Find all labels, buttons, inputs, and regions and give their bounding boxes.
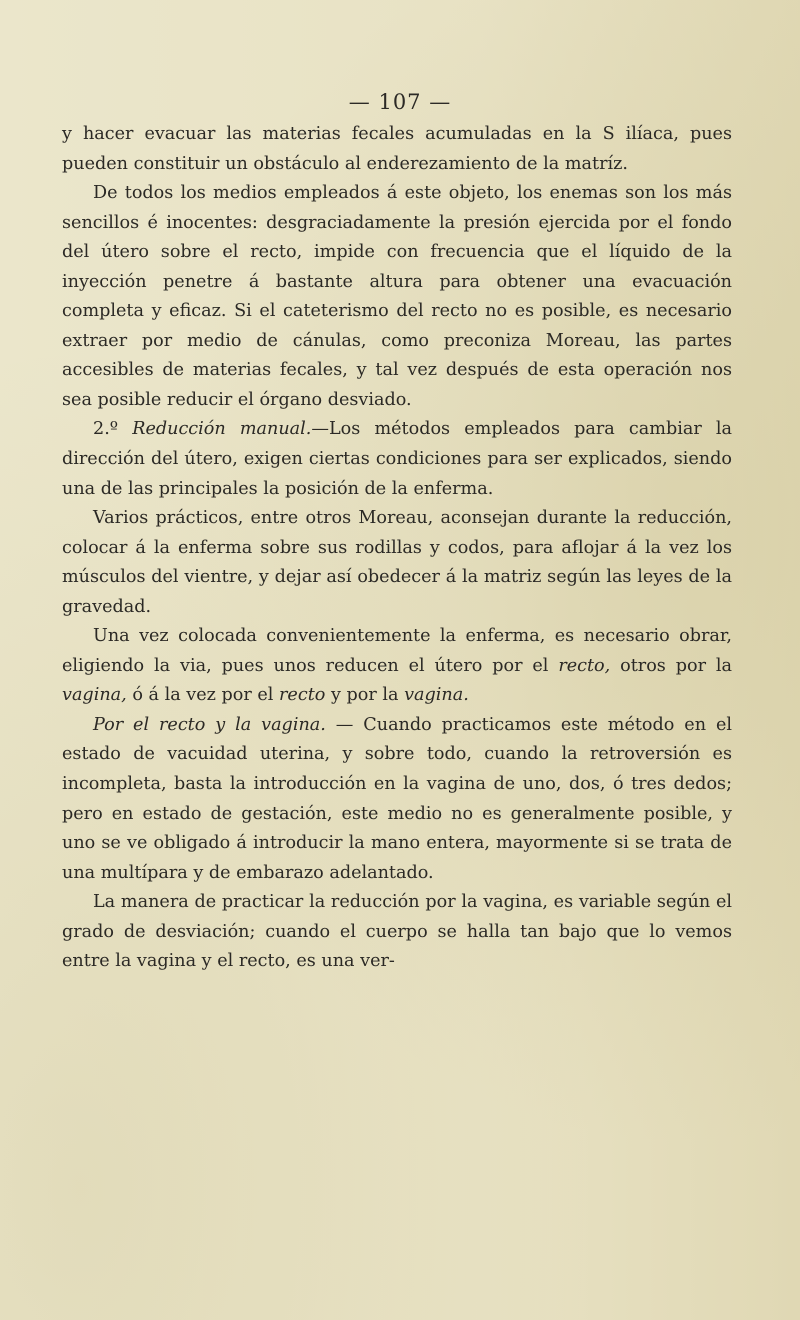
- paragraph-3: [62, 415, 732, 504]
- term-vagina: vagina,: [62, 685, 127, 706]
- paragraph-2: De todos los medios empleados á este objeto, los enemas son los más sencillos é inocentes: desgraciadamente la presión ejercida por el fondo del útero sobre el recto, impide con frecuencia que el líquido de la inyección penetre á bastante altura para obtener una evacuación completa y eficaz. Si el cateterismo del recto no es posible, es necesario extraer por medio de cánulas, como preconiza Moreau, las partes accesibles de materias fecales, y tal vez después de esta operación nos sea posible reducir el órgano desviado.: [62, 183, 732, 410]
- paragraph-1: y hacer evacuar las materias fecales acumuladas en la S ilíaca, pues pueden constituir un obstáculo al enderezamiento de la matríz.: [62, 124, 732, 174]
- paragraph-5-text-b: otros por la: [610, 655, 732, 676]
- section-heading-reduccion-manual: Reducción manual.: [132, 419, 312, 440]
- paragraph-6-text: — Cuando practicamos este método en el estado de vacuidad uterina, y sobre todo, cuando la retroversión es incompleta, basta la introducción en la vagina de uno, dos, ó tres dedos; pero en estado de gestación, este medio no es generalmente posible, y uno se ve obligado á introducir la mano entera, mayormente si se trata de una multípara y de embarazo adelantado.: [62, 714, 732, 883]
- section-number: 2.º: [93, 419, 119, 440]
- paragraph-5: [62, 622, 732, 711]
- paragraph-5-text-a: Una vez colocada convenientemente la enferma, es necesario obrar, eligiendo la via, pues unos reducen el útero por el: [62, 626, 732, 676]
- term-vagina-2: vagina.: [404, 685, 469, 706]
- body-text: [62, 120, 732, 977]
- term-recto: recto,: [558, 655, 611, 676]
- paragraph-6: [62, 711, 732, 888]
- page-number: — 107 —: [348, 90, 452, 114]
- paragraph-5-text-d: y por la: [325, 685, 405, 706]
- paragraph-4: Varios prácticos, entre otros Moreau, aconsejan durante la reducción, colocar á la enferma sobre sus rodillas y codos, para aflojar á la vez los músculos del vientre, y dejar así obedecer á la matriz según las leyes de la gravedad.: [62, 508, 732, 617]
- paragraph-5-text-c: ó á la vez por el: [126, 685, 280, 706]
- paragraph-7: La manera de practicar la reducción por la vagina, es variable según el grado de desviación; cuando el cuerpo se halla tan bajo que lo vemos entre la vagina y el recto, es una ver-: [62, 892, 732, 972]
- section-heading-recto-vagina: Por el recto y la vagina.: [93, 714, 326, 735]
- term-recto-2: recto: [279, 685, 326, 706]
- paragraph-3-text: —Los métodos empleados para cambiar la dirección del útero, exigen ciertas condiciones para ser explicados, siendo una de las principales la posición de la enferma.: [62, 419, 732, 499]
